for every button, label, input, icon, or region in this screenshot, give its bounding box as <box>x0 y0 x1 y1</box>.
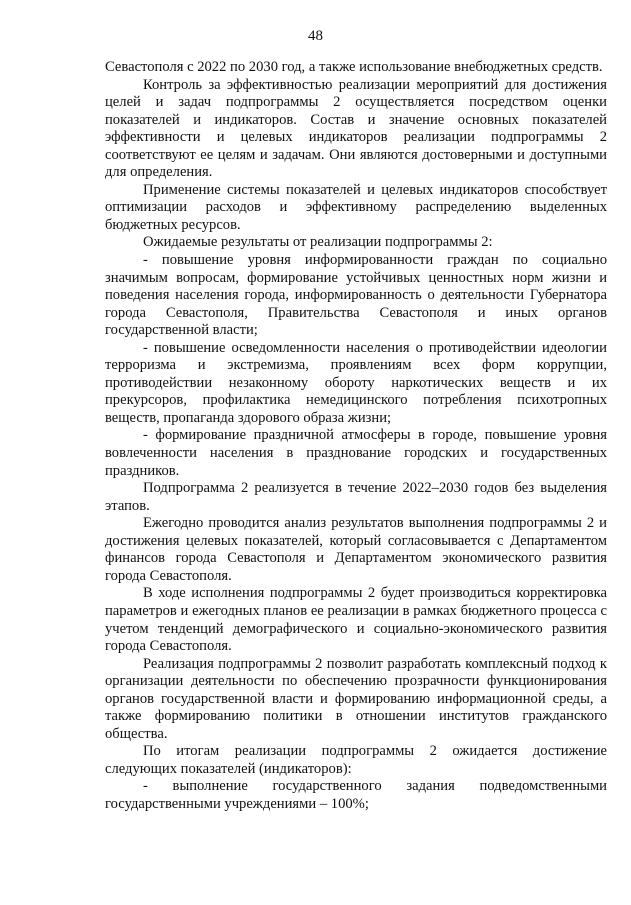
paragraph-indicator-system: Применение системы показателей и целевых индикаторов способствует оптимизации расходов и эффективному распределению выделенных бюджетных ресурсов. <box>105 181 607 233</box>
paragraph-adjustment: В ходе исполнения подпрограммы 2 будет производиться корректировка параметров и ежегодных планов ее реализации в рамках бюджетного процесса с учетом тенденций демографического и социально-экономического развития города Севастополя. <box>105 585 607 655</box>
paragraph-expected-results-intro: Ожидаемые результаты от реализации подпрограммы 2: <box>143 234 493 251</box>
page-number: 48 <box>308 28 323 44</box>
paragraph-monitoring-control: Контроль за эффективностью реализации мероприятий для достижения целей и задач подпрограммы 2 осуществляется посредством оценки показателей и индикаторов. Состав и значение основных показателей эффективности и целевых индикаторов реализации подпрограммы 2 соответствуют ее целям и задачам. Они являются достоверными и доступными для определения. <box>105 76 607 181</box>
paragraph-continuation: Севастополя с 2022 по 2030 год, а также использование внебюджетных средств. <box>105 59 603 75</box>
bullet-awareness: - повышение уровня информированности граждан по социально значимым вопросам, формирование устойчивых ценностных норм жизни и поведения населения города, информированность о деятельности Губернатора города Севастополя, Правительства Севастополя и иных органов государственной власти; <box>105 252 607 339</box>
bullet-counteraction: - повышение осведомленности населения о противодействии идеологии терроризма и экстремизма, проявлениям всех форм коррупции, противодействии незаконному обороту наркотических веществ и их прекурсоров, профилактика немедицинского потребления психотропных веществ, пропаганда здорового образа жизни; <box>105 339 607 426</box>
paragraph-implementation-period: Подпрограмма 2 реализуется в течение 2022–2030 годов без выделения этапов. <box>105 480 607 514</box>
bullet-state-assignment: - выполнение государственного задания подведомственными государственными учреждениями – 100%; <box>105 778 607 812</box>
bullet-holidays: - формирование праздничной атмосферы в городе, повышение уровня вовлеченности населения в празднование городских и государственных праздников. <box>105 427 607 479</box>
paragraph-indicators-intro: По итогам реализации подпрограммы 2 ожидается достижение следующих показателей (индикаторов): <box>105 743 607 777</box>
paragraph-comprehensive-approach: Реализация подпрограммы 2 позволит разработать комплексный подход к организации деятельности по обеспечению прозрачности функционирования органов государственной власти и формированию информационной среды, а также формированию политики в отношении институтов гражданского общества. <box>105 655 607 742</box>
document-body <box>105 59 607 814</box>
paragraph-annual-analysis: Ежегодно проводится анализ результатов выполнения подпрограммы 2 и достижения целевых показателей, который согласовывается с Департаментом финансов города Севастополя и Департаментом экономического развития города Севастополя. <box>105 515 607 584</box>
